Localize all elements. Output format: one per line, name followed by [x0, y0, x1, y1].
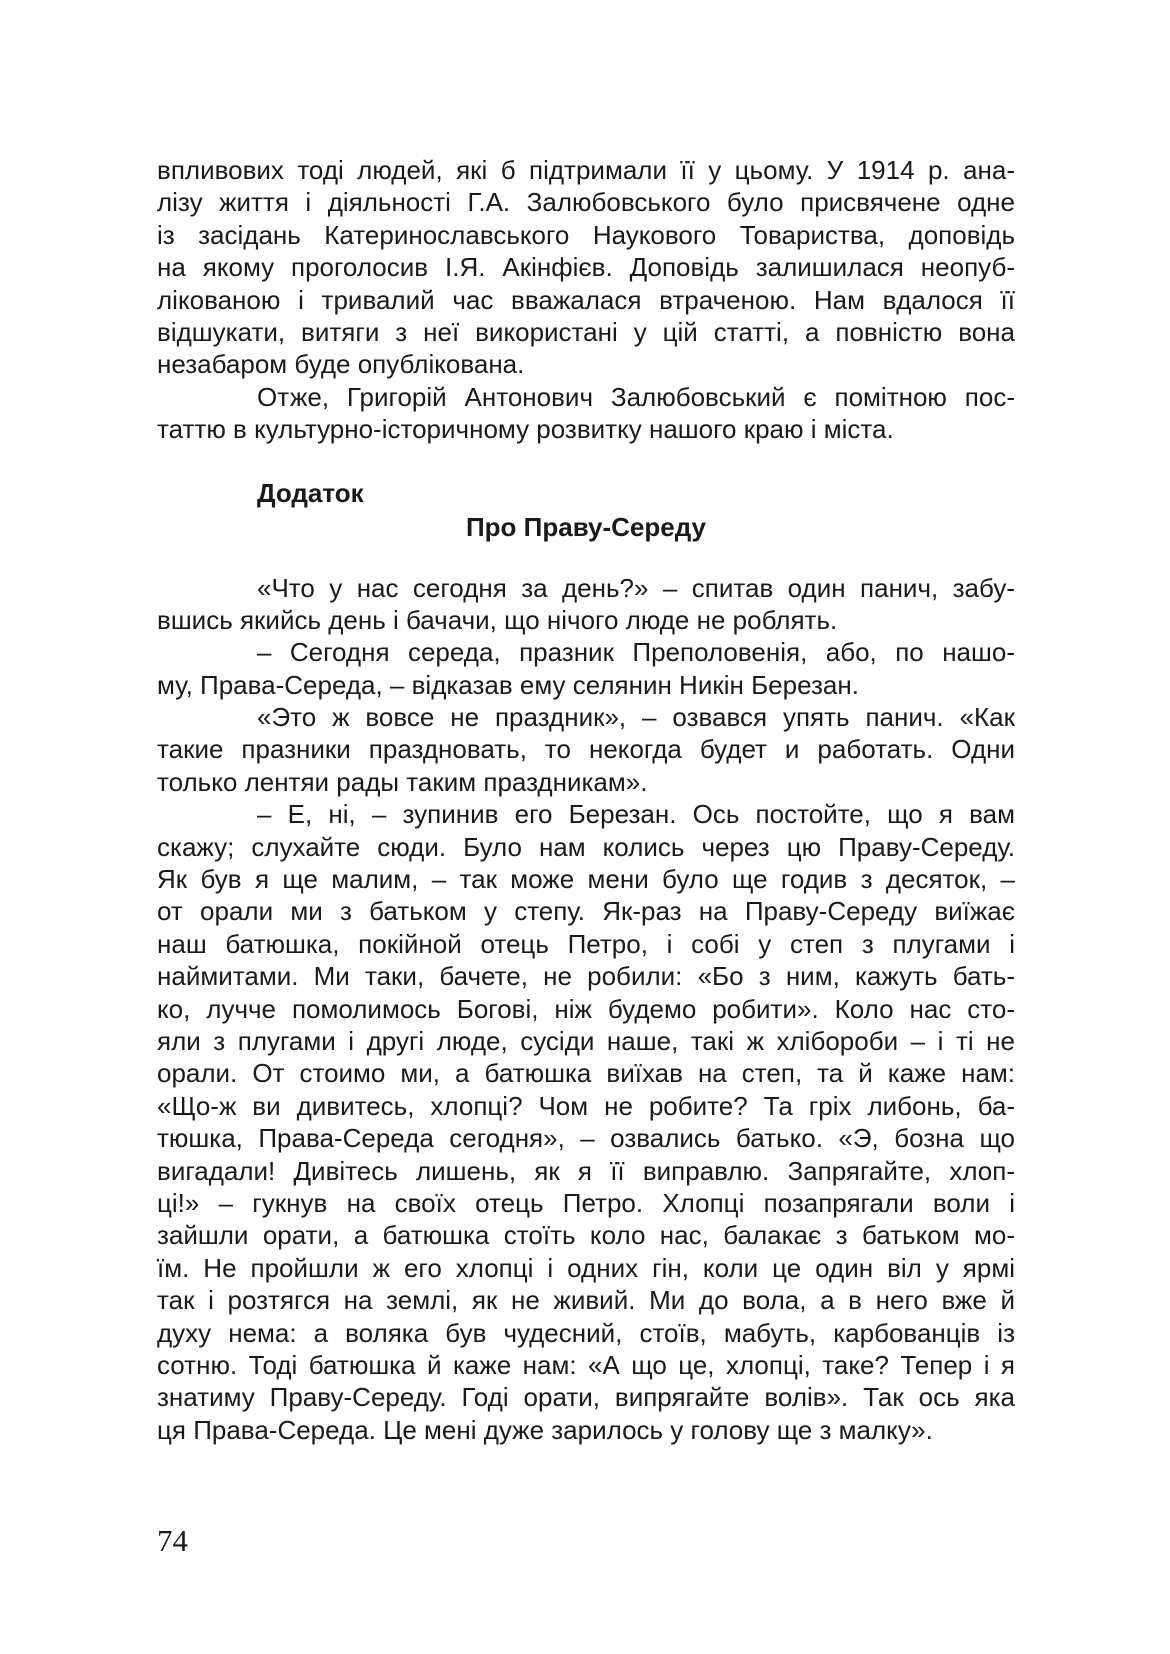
text-line: ця Права-Середа. Це мені дуже зарилось у голову ще з малку». — [157, 1414, 933, 1445]
text-line: на якому проголосив І.Я. Акінфієв. Доповідь залишилася неопуб- — [157, 252, 1015, 283]
text-line: яли з плугами і другі люде, сусіди наше, такі ж хлібороби – і ті не — [157, 1025, 1015, 1056]
text-line: із засідань Катеринославського Наукового Товариства, доповідь — [157, 219, 1015, 250]
text-line: таттю в культурно-історичному розвитку нашого краю і міста. — [157, 414, 894, 445]
text-line: Отже, Григорій Антонович Залюбовський є помітною пос- — [257, 381, 1015, 412]
text-line: такие празники праздновать, то некогда будет и работать. Одни — [157, 734, 1015, 765]
text-line: так і розтягся на землі, як не живий. Ми до вола, а в него вже й — [157, 1285, 1015, 1316]
text-line: только лентяи рады таким праздникам». — [157, 766, 648, 797]
intro-paragraph — [157, 154, 1015, 381]
text-line: тюшка, Права-Середа сегодня», – озвались батько. «Э, бозна що — [157, 1123, 1015, 1154]
text-line: «Що-ж ви дивитесь, хлопці? Чом не робите? Та гріх либонь, ба- — [157, 1090, 1015, 1121]
text-line: «Это ж вовсе не праздник», – озвався упять панич. «Как — [257, 702, 1015, 733]
text-line: – Е, ні, – зупинив его Березан. Ось постойте, що я вам — [257, 799, 1015, 830]
page-content — [157, 154, 1015, 1446]
text-line: духу нема: а воляка був чудесний, стоїв, мабуть, карбованців із — [157, 1317, 1015, 1348]
story-paragraph — [157, 636, 1015, 701]
text-line: ці!» – гукнув на своїх отець Петро. Хлопці позапрягали воли і — [157, 1187, 1015, 1218]
text-line: му, Права-Середа, – відказав ему селянин Никін Березан. — [157, 669, 859, 700]
story-paragraph — [157, 701, 1015, 798]
text-line: знатиму Праву-Середу. Годі орати, випрягайте волів». Так ось яка — [157, 1382, 1015, 1413]
text-line: «Что у нас сегодня за день?» – спитав один панич, забу- — [257, 572, 1015, 603]
text-line: наймитами. Ми таки, бачете, не робили: «Бо з ним, кажуть бать- — [157, 961, 1015, 992]
text-line: зайшли орати, а батюшка стоїть коло нас, балакає з батьком мо- — [157, 1220, 1015, 1251]
text-line: – Сегодня середа, празник Преполовенія, або, по нашо- — [257, 637, 1015, 668]
text-line: вигадали! Дивітесь лишень, як я її виправлю. Запрягайте, хлоп- — [157, 1155, 1015, 1186]
text-line: лізу життя і діяльності Г.А. Залюбовського було присвячене одне — [157, 187, 1015, 218]
text-line: їм. Не пройшли ж его хлопці і одних гін, коли це один віл у ярмі — [157, 1252, 1015, 1283]
text-line: ко, лучче помолимось Богові, ніж будемо робити». Коло нас сто- — [157, 993, 1015, 1024]
story-paragraph — [157, 798, 1015, 1446]
text-line: Як був я ще малим, – так може мени було ще годив з десяток, – — [157, 864, 1015, 895]
text-line: впливових тоді людей, які б підтримали її у цьому. У 1914 р. ана- — [157, 155, 1015, 185]
text-line: сотню. Тоді батюшка й каже нам: «А що це, хлопці, таке? Тепер і я — [157, 1349, 1015, 1380]
text-line: лікованою і тривалий час вважалася втраченою. Нам вдалося її — [157, 284, 1015, 315]
text-line: вшись якийсь день і бачачи, що нічого люде не роблять. — [157, 604, 838, 635]
text-line: скажу; слухайте сюди. Було нам колись через цю Праву-Середу. — [157, 831, 1015, 862]
text-line: незабаром буде опублікована. — [157, 349, 525, 380]
text-line: наш батюшка, покійной отець Петро, і собі у степ з плугами і — [157, 928, 1015, 959]
story-paragraph — [157, 572, 1015, 637]
text-line: от орали ми з батьком у степу. Як-раз на Праву-Середу виїжає — [157, 896, 1015, 927]
text-line: відшукати, витяги з неї використані у цій статті, а повністю вона — [157, 316, 1015, 347]
appendix-label: Додаток — [257, 477, 364, 508]
conclusion-paragraph — [157, 381, 1015, 446]
appendix-title: Про Праву-Середу — [465, 511, 707, 542]
text-line: орали. От стоимо ми, а батюшка виїхав на степ, та й каже нам: — [157, 1058, 1015, 1089]
page-number: 74 — [157, 1523, 188, 1558]
